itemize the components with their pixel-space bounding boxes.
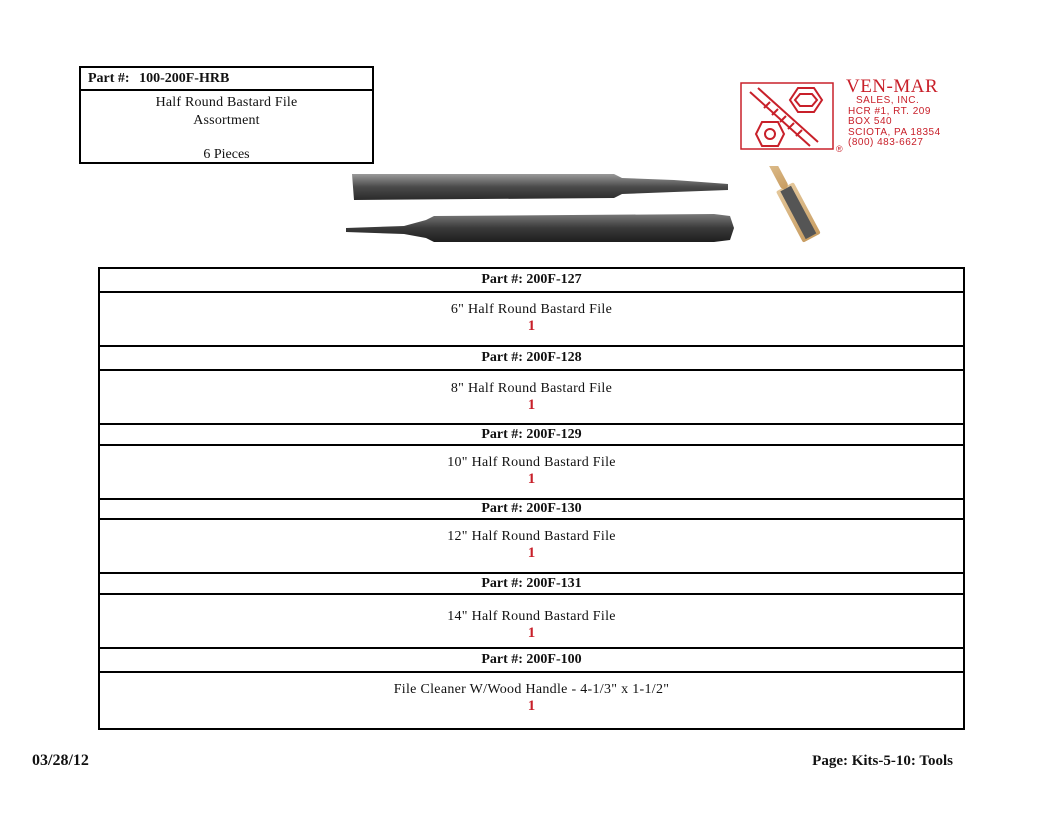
address-line: (800) 483-6627: [848, 137, 924, 148]
item-row: [100, 673, 963, 728]
item-description: File Cleaner W/Wood Handle - 4-1/3" x 1-1/2": [393, 682, 670, 697]
item-quantity: 1: [527, 397, 536, 413]
part-number-row: Part #: 200F-131: [100, 574, 963, 595]
kit-description-line1: Half Round Bastard File: [155, 95, 298, 110]
item-description: 14" Half Round Bastard File: [447, 609, 616, 624]
part-number-row: Part #: 200F-127: [100, 269, 963, 293]
part-number-row: Part #: 200F-128: [100, 347, 963, 371]
part-number-row: Part #: 200F-130: [100, 500, 963, 520]
svg-text:®: ®: [836, 144, 843, 154]
part-number-row: Part #: 200F-100: [100, 649, 963, 673]
product-image: [344, 166, 844, 254]
item-row: [100, 371, 963, 425]
item-quantity: 1: [527, 545, 536, 561]
footer-date: 03/28/12: [32, 752, 89, 769]
item-quantity: 1: [527, 318, 536, 334]
company-name: VEN-MAR: [846, 76, 939, 97]
footer-page: Page: Kits-5-10: Tools: [812, 753, 953, 769]
item-description: 6" Half Round Bastard File: [450, 302, 613, 317]
item-row: [100, 446, 963, 500]
kit-description-line2: Assortment: [193, 113, 260, 128]
kit-part-line: [81, 68, 372, 91]
parts-table: [98, 267, 965, 730]
item-description: 8" Half Round Bastard File: [450, 381, 613, 396]
item-row: [100, 293, 963, 347]
kit-pieces: 6 Pieces: [203, 147, 250, 162]
flat-file-icon: [352, 174, 728, 200]
address-line: SALES, INC.: [856, 95, 920, 106]
address-line: HCR #1, RT. 209: [848, 105, 931, 117]
company-logo: [740, 76, 970, 152]
bolt-logo-icon: [740, 82, 844, 154]
item-description: 10" Half Round Bastard File: [447, 455, 616, 470]
item-row: [100, 520, 963, 574]
item-row: [100, 595, 963, 649]
kit-part-number: 100-200F-HRB: [139, 71, 230, 86]
item-quantity: 1: [527, 698, 536, 714]
kit-part-label: Part #:: [88, 71, 130, 86]
address-line: SCIOTA, PA 18354: [848, 126, 941, 138]
part-number-row: Part #: 200F-129: [100, 425, 963, 446]
company-address: [848, 96, 941, 149]
item-quantity: 1: [527, 625, 536, 641]
kit-header-box: [79, 66, 374, 164]
item-description: 12" Half Round Bastard File: [447, 529, 616, 544]
file-cleaner-icon: [758, 166, 821, 243]
half-round-file-icon: [346, 214, 734, 242]
item-quantity: 1: [527, 471, 536, 487]
address-line: BOX 540: [848, 116, 893, 127]
kit-description: [81, 91, 372, 130]
